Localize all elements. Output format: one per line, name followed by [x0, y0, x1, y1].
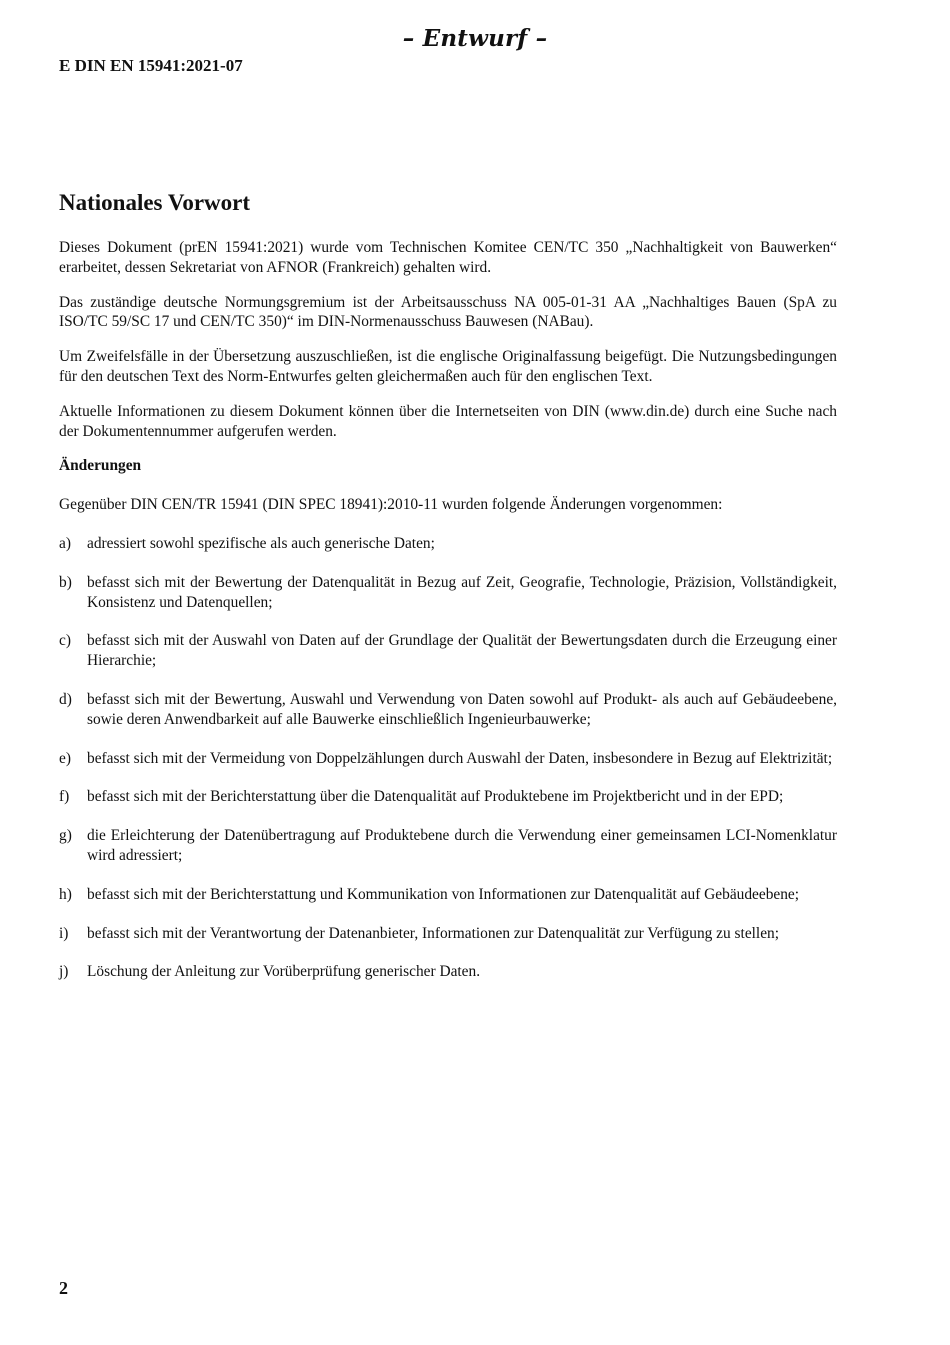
- list-marker: h): [59, 885, 72, 903]
- list-item-text: befasst sich mit der Berichterstattung über die Datenqualität auf Produktebene im Projektbericht und in der EPD;: [87, 788, 784, 806]
- document-identifier: E DIN EN 15941:2021-07: [59, 56, 243, 75]
- list-marker: c): [59, 632, 71, 650]
- section-title: Nationales Vorwort: [59, 190, 251, 215]
- paragraph: Aktuelle Informationen zu diesem Dokument können über die Internetseiten von DIN (www.din.de) durch eine Suche nach der Dokumentennummer aufgerufen werden.: [59, 402, 837, 440]
- list-item: [59, 885, 837, 905]
- foreword-section: [59, 188, 837, 1001]
- list-item: [59, 631, 837, 671]
- draft-watermark: – Entwurf –: [402, 25, 548, 52]
- list-item-text: befasst sich mit der Bewertung, Auswahl und Verwendung von Daten sowohl auf Produkt- als auch auf Gebäudeebene, sowie deren Anwendbarkeit auf alle Bauwerke einschließlich Ingenieurbauwerke;: [87, 690, 837, 728]
- changes-intro: Gegenüber DIN CEN/TR 15941 (DIN SPEC 18941):2010-11 wurden folgende Änderungen vorgenommen:: [59, 496, 723, 514]
- list-item: [59, 787, 837, 807]
- list-item-text: befasst sich mit der Vermeidung von Doppelzählungen durch Auswahl der Daten, insbesondere in Bezug auf Elektrizität;: [87, 749, 833, 767]
- changes-heading: Änderungen: [59, 457, 142, 475]
- list-item-text: befasst sich mit der Bewertung der Datenqualität in Bezug auf Zeit, Geografie, Technologie, Präzision, Vollständigkeit, Konsistenz und Datenquellen;: [87, 573, 837, 611]
- list-item: [59, 749, 837, 769]
- list-item: [59, 573, 837, 613]
- list-item-text: befasst sich mit der Berichterstattung und Kommunikation von Informationen zur Datenqualität auf Gebäudeebene;: [87, 885, 800, 903]
- list-marker: i): [59, 924, 69, 942]
- list-marker: f): [59, 788, 70, 806]
- list-item-text: adressiert sowohl spezifische als auch generische Daten;: [87, 534, 435, 552]
- list-item: [59, 924, 837, 944]
- paragraph: Um Zweifelsfälle in der Übersetzung auszuschließen, ist die englische Originalfassung beigefügt. Die Nutzungsbedingungen für den deutschen Text des Norm-Entwurfes gelten gleichermaßen auch für den englischen Text.: [59, 348, 837, 385]
- list-item-text: befasst sich mit der Auswahl von Daten auf der Grundlage der Qualität der Bewertungsdaten durch die Erzeugung einer Hierarchie;: [87, 632, 837, 670]
- list-item: [59, 690, 837, 730]
- list-marker: d): [59, 690, 72, 708]
- paragraph: Dieses Dokument (prEN 15941:2021) wurde vom Technischen Komitee CEN/TC 350 „Nachhaltigkeit von Bauwerken“ erarbeitet, dessen Sekretariat von AFNOR (Frankreich) gehalten wird.: [59, 239, 837, 276]
- changes-list: [59, 534, 837, 982]
- list-marker: b): [59, 573, 72, 591]
- list-item: [59, 826, 837, 866]
- list-item-text: Löschung der Anleitung zur Vorüberprüfung generischer Daten.: [87, 963, 481, 981]
- page-number: 2: [59, 1278, 68, 1298]
- list-marker: e): [59, 749, 71, 767]
- list-item-text: befasst sich mit der Verantwortung der Datenanbieter, Informationen zur Datenqualität zur Verfügung zu stellen;: [87, 924, 780, 942]
- paragraph: Das zuständige deutsche Normungsgremium ist der Arbeitsausschuss NA 005-01-31 AA „Nachhaltiges Bauen (SpA zu ISO/TC 59/SC 17 und CEN/TC 350)“ im DIN-Normenausschuss Bauwesen (NABau).: [59, 293, 837, 331]
- list-item: [59, 962, 837, 982]
- list-marker: g): [59, 827, 72, 845]
- list-marker: a): [59, 534, 71, 552]
- list-item-text: die Erleichterung der Datenübertragung auf Produktebene durch die Verwendung einer gemeinsamen LCI-Nomenklatur wird adressiert;: [87, 827, 837, 864]
- list-item: [59, 534, 837, 554]
- list-marker: j): [59, 963, 69, 981]
